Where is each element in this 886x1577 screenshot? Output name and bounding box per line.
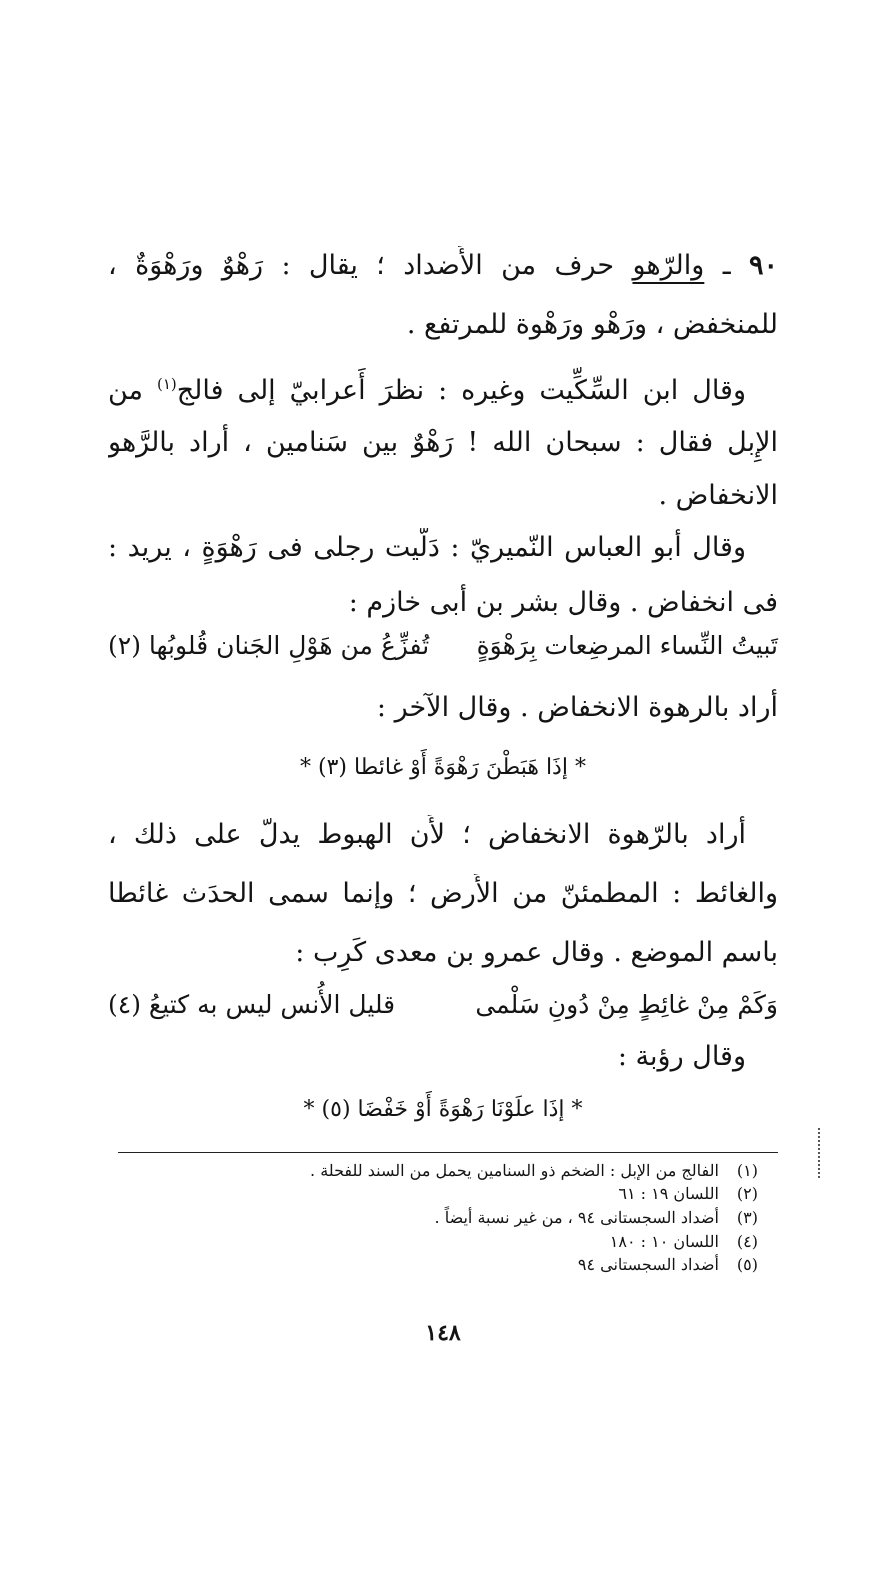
para2-line1 [108,364,746,411]
verse-bishr-second-half: تُفزِّعُ من هَوْلِ الجَنان قُلوبُها (٢) [108,631,430,660]
footnote-text: الفالج من الإبل : الضخم ذو السنامين يحمل من السند للفحلة . [310,1161,719,1180]
para4-line3: باسم الموضع . وقال عمرو بن معدى كَرِب : [295,937,778,968]
footnote-text: اللسان ١٩ : ٦١ [618,1184,719,1203]
footnote-number: (٤) [736,1232,758,1251]
margin-marks [818,1128,824,1178]
quote-line-2: * إذَا علَوْنَا رَهْوَةً أَوْ خَفْضَا (٥) * [303,1097,583,1122]
footnote-3 [118,1207,758,1229]
verse-amr [108,985,778,1025]
footnote-text: اللسان ١٠ : ١٨٠ [609,1232,719,1251]
para2-line3: الانخفاض . [658,480,778,511]
quote-line-1: * إذَا هَبَطْنَ رَهْوَةً أَوْ غائطا (٣) * [300,755,586,780]
footnote-number: (٥) [736,1255,758,1274]
verse-bishr [108,626,778,666]
verse-amr-first-half: وَكَمْ مِنْ غائِطٍ مِنْ دُونِ سَلْمى [475,990,778,1019]
footnote-2 [118,1183,758,1205]
para4-line2: والغائط : المطمئنّ من الأَرض ؛ وإنما سمى الحدَث غائطا [108,878,778,909]
footnote-4 [118,1231,758,1253]
entry-heading-line: ٩٠ ـ والرّهو حرف من الأَضداد ؛ يقال : رَهْوٌ ورَهْوَةٌ ، [108,250,778,281]
para4-line4: وقال رؤبة : [617,1041,746,1072]
footnote-number: (١) [736,1161,758,1180]
page-number: ١٤٨ [425,1320,461,1346]
footnote-separator [118,1152,778,1153]
footnote-number: (٣) [736,1208,758,1227]
verse-bishr-first-half: تَبيتُ النِّساء المرضِعات بِرَهْوَةٍ [476,631,778,660]
para2-line1-text: وقال ابن السِّكِّيت وغيره : نظرَ أَعرابيّ إلى فالج [176,375,746,406]
para3-line2: فى انخفاض . وقال بشر بن أَبى خازم : [348,587,778,618]
footnote-text: أضداد السجستانى ٩٤ [577,1255,719,1274]
para2-line1-end: من [108,375,144,406]
footnote-ref-1: (١) [156,375,177,393]
entry-headword: والرّهو [632,250,705,281]
para2-line2: الإِبل فقال : سبحان الله ! رَهْوٌ بين سَنامين ، أَراد بالرَّهو [108,427,778,458]
para3-line3: أَراد بالرهوة الانخفاض . وقال الآخر : [376,692,778,723]
para3-line1: وقال أَبو العباس النّميريّ : دَلَّيت رجلى فى رَهْوَةٍ ، يريد : [108,532,746,563]
para4-line1: أَراد بالرّهوة الانخفاض ؛ لأَن الهبوط يدلّ على ذلك ، [108,819,746,850]
entry-number: ٩٠ [748,250,778,281]
verse-amr-second-half: قليل الأُنس ليس به كتيعُ (٤) [108,990,396,1019]
footnote-1 [118,1160,758,1182]
footnote-text: أضداد السجستانى ٩٤ ، من غير نسبة أيضاً . [434,1208,719,1227]
footnote-5 [118,1254,758,1276]
entry-line2: للمنخفض ، ورَهْو ورَهْوة للمرتفع . [406,309,778,340]
footnote-number: (٢) [736,1184,758,1203]
entry-line1-text: حرف من الأَضداد ؛ يقال : رَهْوٌ ورَهْوَةٌ ، [108,250,615,281]
